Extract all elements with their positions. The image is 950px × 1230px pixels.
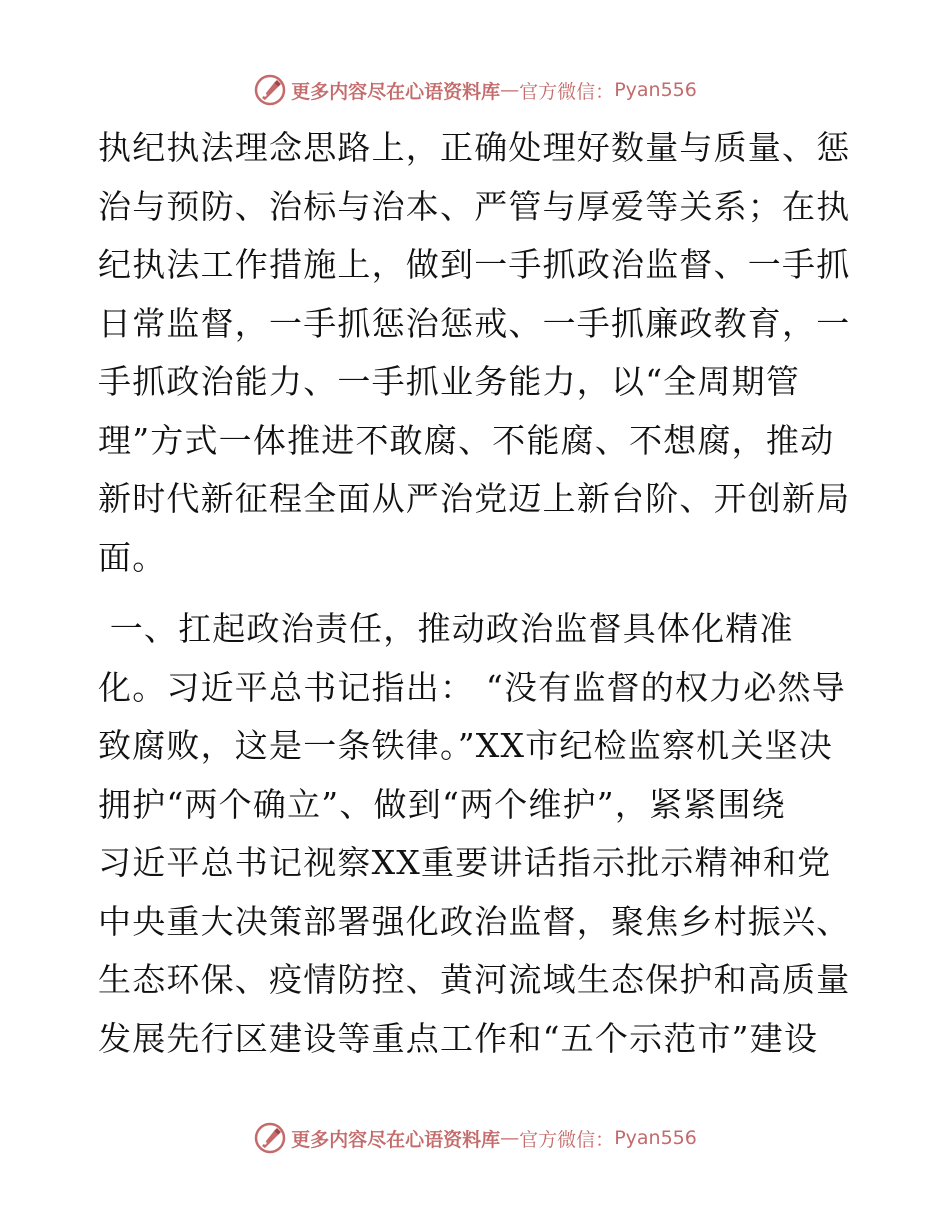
watermark-sub-text: 官方微信： <box>519 1128 615 1151</box>
section-heading-line: 一、扛起政治责任，推动政治监督具体化精准 <box>98 609 794 648</box>
text-line: 发展先行区建设等重点工作和“五个示范市”建设 <box>98 1018 819 1058</box>
watermark-dash: — <box>500 1127 520 1149</box>
text-line: 纪执法工作措施上，做到一手抓政治监督、一手抓 <box>98 245 851 284</box>
header-watermark <box>0 70 950 110</box>
pen-nib-icon <box>253 1121 287 1155</box>
watermark-dash: — <box>500 79 520 101</box>
text-line: 致腐败，这是一条铁律。”XX市纪检监察机关坚决 <box>98 726 833 765</box>
text-line: 拥护“两个确立”、做到“两个维护”，紧紧围绕 <box>98 784 786 824</box>
pen-nib-icon <box>253 73 287 107</box>
text-line: 治与预防、治标与治本、严管与厚爱等关系；在执 <box>98 186 851 226</box>
text-line: 中央重大决策部署强化政治监督，聚焦乡村振兴、 <box>98 901 851 941</box>
footer-watermark <box>0 1118 950 1158</box>
watermark-main-text: 更多内容尽在心语资料库 <box>291 80 501 103</box>
text-line: 生态环保、疫情防控、黄河流域生态保护和高质量 <box>98 960 851 999</box>
text-line: 日常监督，一手抓惩治惩戒、一手抓廉政教育，一 <box>98 303 851 343</box>
text-line: 新时代新征程全面从严治党迈上新台阶、开创新局 <box>98 479 851 518</box>
watermark-sub-text: 官方微信： <box>519 80 615 103</box>
text-line: 执纪执法理念思路上，正确处理好数量与质量、惩 <box>98 128 851 167</box>
text-line: 习近平总书记视察XX重要讲话指示批示精神和党 <box>98 843 832 882</box>
watermark-wechat-id: Pyan556 <box>614 1127 697 1149</box>
watermark-wechat-id: Pyan556 <box>614 79 697 101</box>
text-line: 手抓政治能力、一手抓业务能力，以“全周期管 <box>98 362 801 401</box>
watermark-main-text: 更多内容尽在心语资料库 <box>291 1128 501 1151</box>
text-line: 理”方式一体推进不敢腐、不能腐、不想腐，推动 <box>98 420 835 460</box>
paragraph-2 <box>98 600 858 1068</box>
text-line: 面。 <box>98 537 167 577</box>
text-line: 化。习近平总书记指出： “没有监督的权力必然导 <box>98 667 846 707</box>
paragraph-1 <box>98 119 858 587</box>
